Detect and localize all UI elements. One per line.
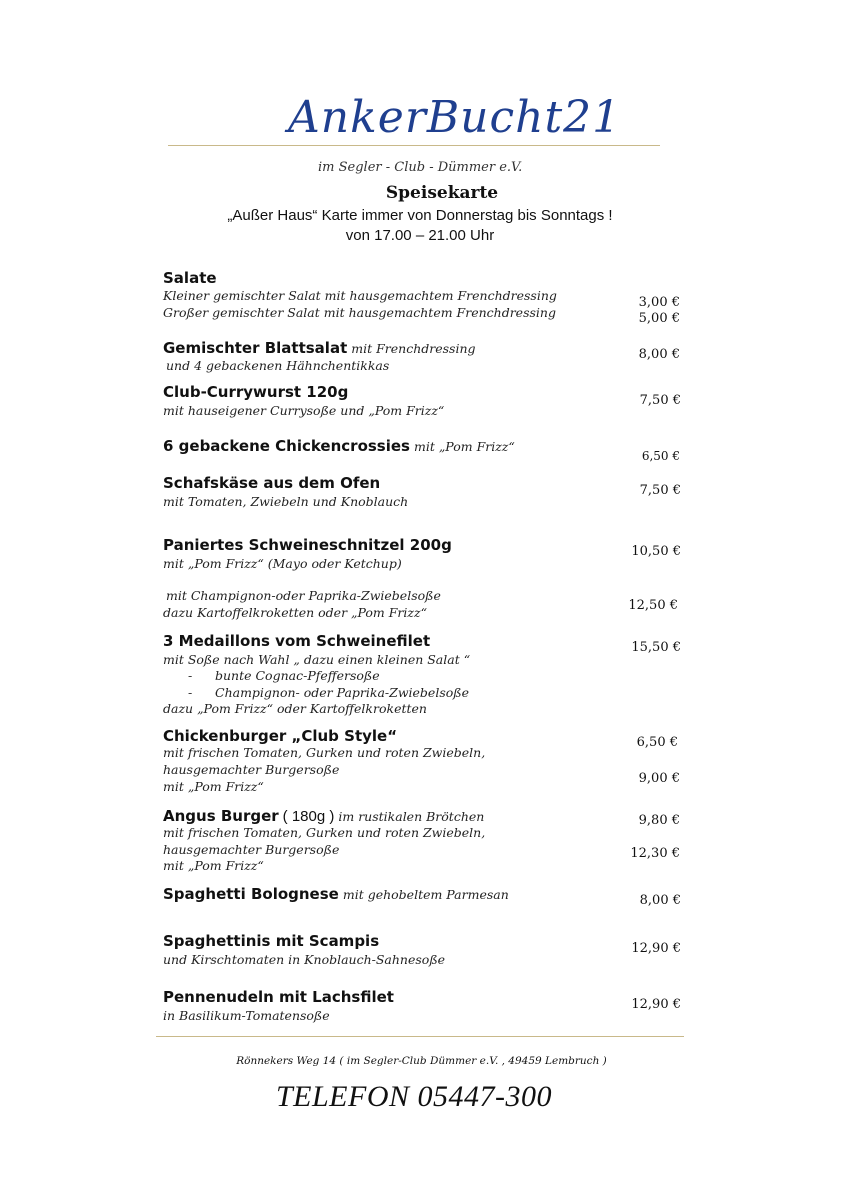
opening-hours: von 17.00 – 21.00 Uhr xyxy=(345,227,495,244)
footer-address: Rönnekers Weg 14 ( im Segler-Club Dümmer e.V. , 49459 Lembruch ) xyxy=(236,1055,607,1067)
dish-bolognese xyxy=(163,885,509,904)
dish-price-chickencrossies: 6,50 € xyxy=(641,449,680,463)
dish-name-medaillons: 3 Medaillons vom Schweinefilet xyxy=(163,632,431,650)
dish-name-schafskaese: Schafskäse aus dem Ofen xyxy=(163,474,381,492)
dish-name-scampis: Spaghettinis mit Scampis xyxy=(163,932,380,950)
dish-price-chickenburger-fries: 9,00 € xyxy=(638,771,680,786)
footer-divider xyxy=(156,1036,684,1037)
dish-desc-blattsalat: und 4 gebackenen Hähnchentikkas xyxy=(166,358,390,373)
dish-desc-angus-2: hausgemachter Burgersoße xyxy=(163,842,340,857)
dish-price-angus-fries: 12,30 € xyxy=(630,846,680,861)
dish-desc-currywurst: mit hauseigener Currysoße und „Pom Frizz“ xyxy=(163,403,445,418)
dish-price-bolognese: 8,00 € xyxy=(639,893,681,908)
dish-price-blattsalat: 8,00 € xyxy=(638,347,680,362)
dish-desc-angus-1: mit frischen Tomaten, Gurken und roten Zwiebeln, xyxy=(163,825,486,840)
dish-desc-schnitzel-side: dazu Kartoffelkroketten oder „Pom Frizz“ xyxy=(163,605,427,620)
dish-desc-salate-large: Großer gemischter Salat mit hausgemachtem Frenchdressing xyxy=(163,305,556,320)
dish-name-chickenburger: Chickenburger „Club Style“ xyxy=(163,727,398,745)
takeaway-note: „Außer Haus“ Karte immer von Donnerstag bis Sonntags ! xyxy=(227,207,613,224)
dish-desc-salate-small: Kleiner gemischter Salat mit hausgemachtem Frenchdressing xyxy=(163,288,557,303)
dish-price-lachs: 12,90 € xyxy=(631,997,681,1012)
dish-name-bolognese: Spaghetti Bolognese xyxy=(163,885,339,903)
dish-desc-medaillons: mit Soße nach Wahl „ dazu einen kleinen Salat “ xyxy=(163,652,471,667)
dish-price-currywurst: 7,50 € xyxy=(639,393,681,408)
restaurant-logo: AnkerBucht21 xyxy=(288,92,622,143)
dish-desc-medaillons-side: dazu „Pom Frizz“ oder Kartoffelkroketten xyxy=(163,701,427,716)
dish-desc-chickenburger-3: mit „Pom Frizz“ xyxy=(163,779,264,794)
dish-blattsalat xyxy=(163,339,476,358)
dish-price-schnitzel-sauce: 12,50 € xyxy=(628,598,678,613)
dish-price-angus: 9,80 € xyxy=(638,813,680,828)
dish-desc-schnitzel-sauce: mit Champignon-oder Paprika-Zwiebelsoße xyxy=(166,588,441,603)
dish-weight-angus: ( 180g ) xyxy=(282,808,335,825)
dish-price-schafskaese: 7,50 € xyxy=(639,483,681,498)
dish-name-blattsalat: Gemischter Blattsalat xyxy=(163,339,348,357)
dish-name-currywurst: Club-Currywurst 120g xyxy=(163,383,349,401)
dish-name-chickencrossies: 6 gebackene Chickencrossies xyxy=(163,437,410,455)
dish-price-scampis: 12,90 € xyxy=(631,941,681,956)
dish-desc-schafskaese: mit Tomaten, Zwiebeln und Knoblauch xyxy=(163,494,409,509)
dish-name-lachs: Pennenudeln mit Lachsfilet xyxy=(163,988,394,1006)
dish-desc-scampis: und Kirschtomaten in Knoblauch-Sahnesoße xyxy=(163,952,446,967)
dish-desc-schnitzel: mit „Pom Frizz“ (Mayo oder Ketchup) xyxy=(163,556,402,571)
dish-option-champignon: Champignon- oder Paprika-Zwiebelsoße xyxy=(215,685,470,700)
dish-option-dash: - xyxy=(188,685,193,700)
dish-name-schnitzel: Paniertes Schweineschnitzel 200g xyxy=(163,536,452,554)
dish-inline-angus: im rustikalen Brötchen xyxy=(338,809,485,824)
dish-price-schnitzel: 10,50 € xyxy=(631,544,681,559)
dish-name-salate: Salate xyxy=(163,269,217,287)
menu-title: Speisekarte xyxy=(385,183,499,203)
dish-option-dash: - xyxy=(188,668,193,683)
dish-price-chickenburger: 6,50 € xyxy=(636,735,678,750)
dish-option-cognac: bunte Cognac-Pfeffersoße xyxy=(215,668,380,683)
dish-price-salate-large: 5,00 € xyxy=(638,311,680,326)
dish-chickencrossies xyxy=(163,437,515,456)
dish-inline-blattsalat: mit Frenchdressing xyxy=(351,341,476,356)
dish-angus xyxy=(163,807,484,826)
dish-inline-chickencrossies: mit „Pom Frizz“ xyxy=(413,439,515,454)
dish-desc-chickenburger-1: mit frischen Tomaten, Gurken und roten Zwiebeln, xyxy=(163,745,486,760)
dish-price-salate-small: 3,00 € xyxy=(638,295,680,310)
logo-divider xyxy=(168,145,660,146)
dish-price-medaillons: 15,50 € xyxy=(631,640,681,655)
dish-inline-bolognese: mit gehobeltem Parmesan xyxy=(342,887,509,902)
dish-desc-angus-3: mit „Pom Frizz“ xyxy=(163,858,264,873)
club-subline: im Segler - Club - Dümmer e.V. xyxy=(318,160,523,175)
dish-name-angus: Angus Burger xyxy=(163,807,279,825)
dish-desc-chickenburger-2: hausgemachter Burgersoße xyxy=(163,762,340,777)
footer-phone: TELEFON 05447-300 xyxy=(275,1080,552,1113)
dish-desc-lachs: in Basilikum-Tomatensoße xyxy=(163,1008,330,1023)
